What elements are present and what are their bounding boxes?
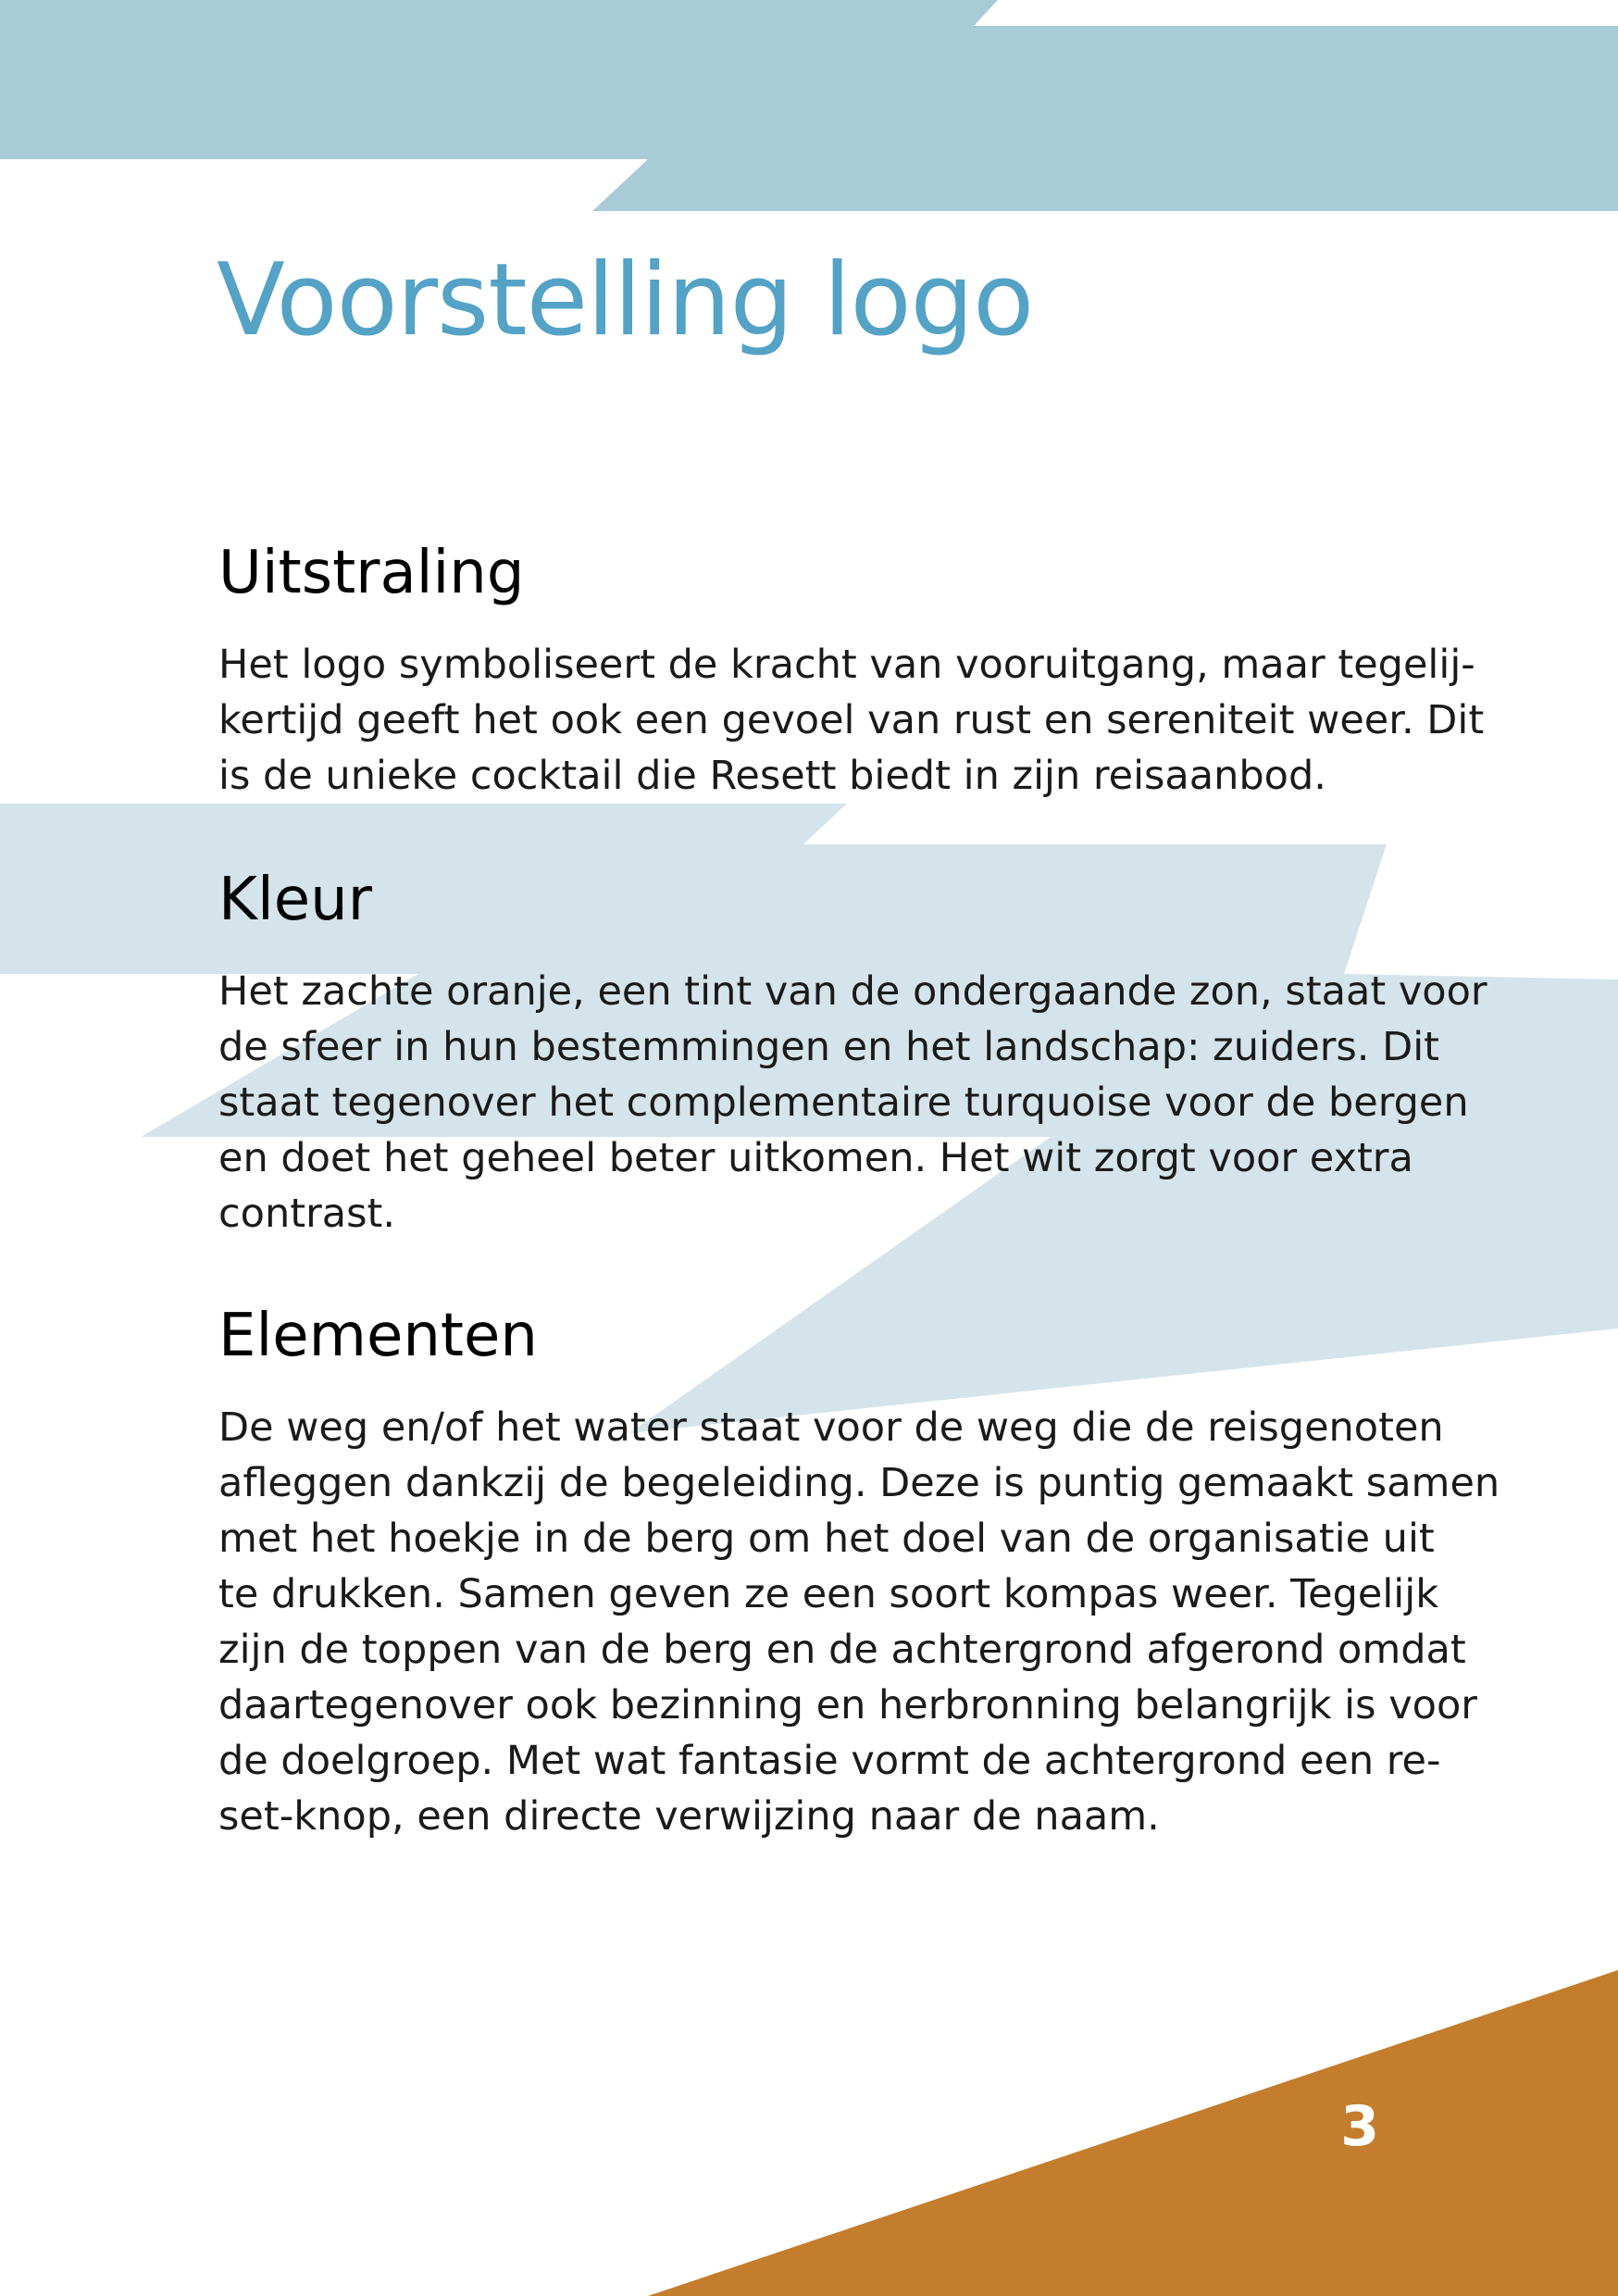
text-line: Het zachte oranje, een tint van de ondergaande zon, staat voor <box>218 968 1487 1015</box>
page-number: 3 <box>1340 2094 1379 2159</box>
text-line: De weg en/of het water staat voor de weg die de reisgenoten <box>218 1404 1444 1451</box>
text-line: afleggen dankzij de begeleiding. Deze is puntig gemaakt samen <box>218 1460 1500 1506</box>
section-heading-elementen: Elementen <box>218 1302 538 1370</box>
section-text-kleur <box>218 964 1487 1242</box>
text-line: is de unieke cocktail die Resett biedt in zijn reisaanbod. <box>218 753 1326 799</box>
page-title: Voorstelling logo <box>217 243 1034 358</box>
text-line: contrast. <box>218 1191 396 1237</box>
text-line: staat tegenover het complementaire turquoise voor de bergen <box>218 1079 1469 1126</box>
text-line: met het hoekje in de berg om het doel van de organisatie uit <box>218 1516 1435 1562</box>
text-line: en doet het geheel beter uitkomen. Het wit zorgt voor extra <box>218 1135 1413 1181</box>
section-text-elementen <box>218 1400 1500 1844</box>
text-line: zijn de toppen van de berg en de achtergrond afgerond omdat <box>218 1627 1466 1673</box>
text-line: de doelgroep. Met wat fantasie vormt de achtergrond een re- <box>218 1738 1441 1784</box>
section-heading-kleur: Kleur <box>218 866 372 934</box>
text-line: te drukken. Samen geven ze een soort kompas weer. Tegelijk <box>218 1571 1439 1617</box>
section-heading-uitstraling: Uitstraling <box>218 539 525 607</box>
section-text-uitstraling <box>218 637 1485 804</box>
text-line: kertijd geeft het ook een gevoel van rust en sereniteit weer. Dit <box>218 697 1485 743</box>
text-line: de sfeer in hun bestemmingen en het landschap: zuiders. Dit <box>218 1024 1440 1070</box>
text-line: set-knop, een directe verwijzing naar de naam. <box>218 1793 1160 1840</box>
top-band-shape <box>0 0 1618 211</box>
text-line: Het logo symboliseert de kracht van vooruitgang, maar tegelij- <box>218 642 1475 688</box>
text-line: daartegenover ook bezinning en herbronning belangrijk is voor <box>218 1682 1477 1728</box>
bottom-accent-shape <box>648 1970 1618 2296</box>
